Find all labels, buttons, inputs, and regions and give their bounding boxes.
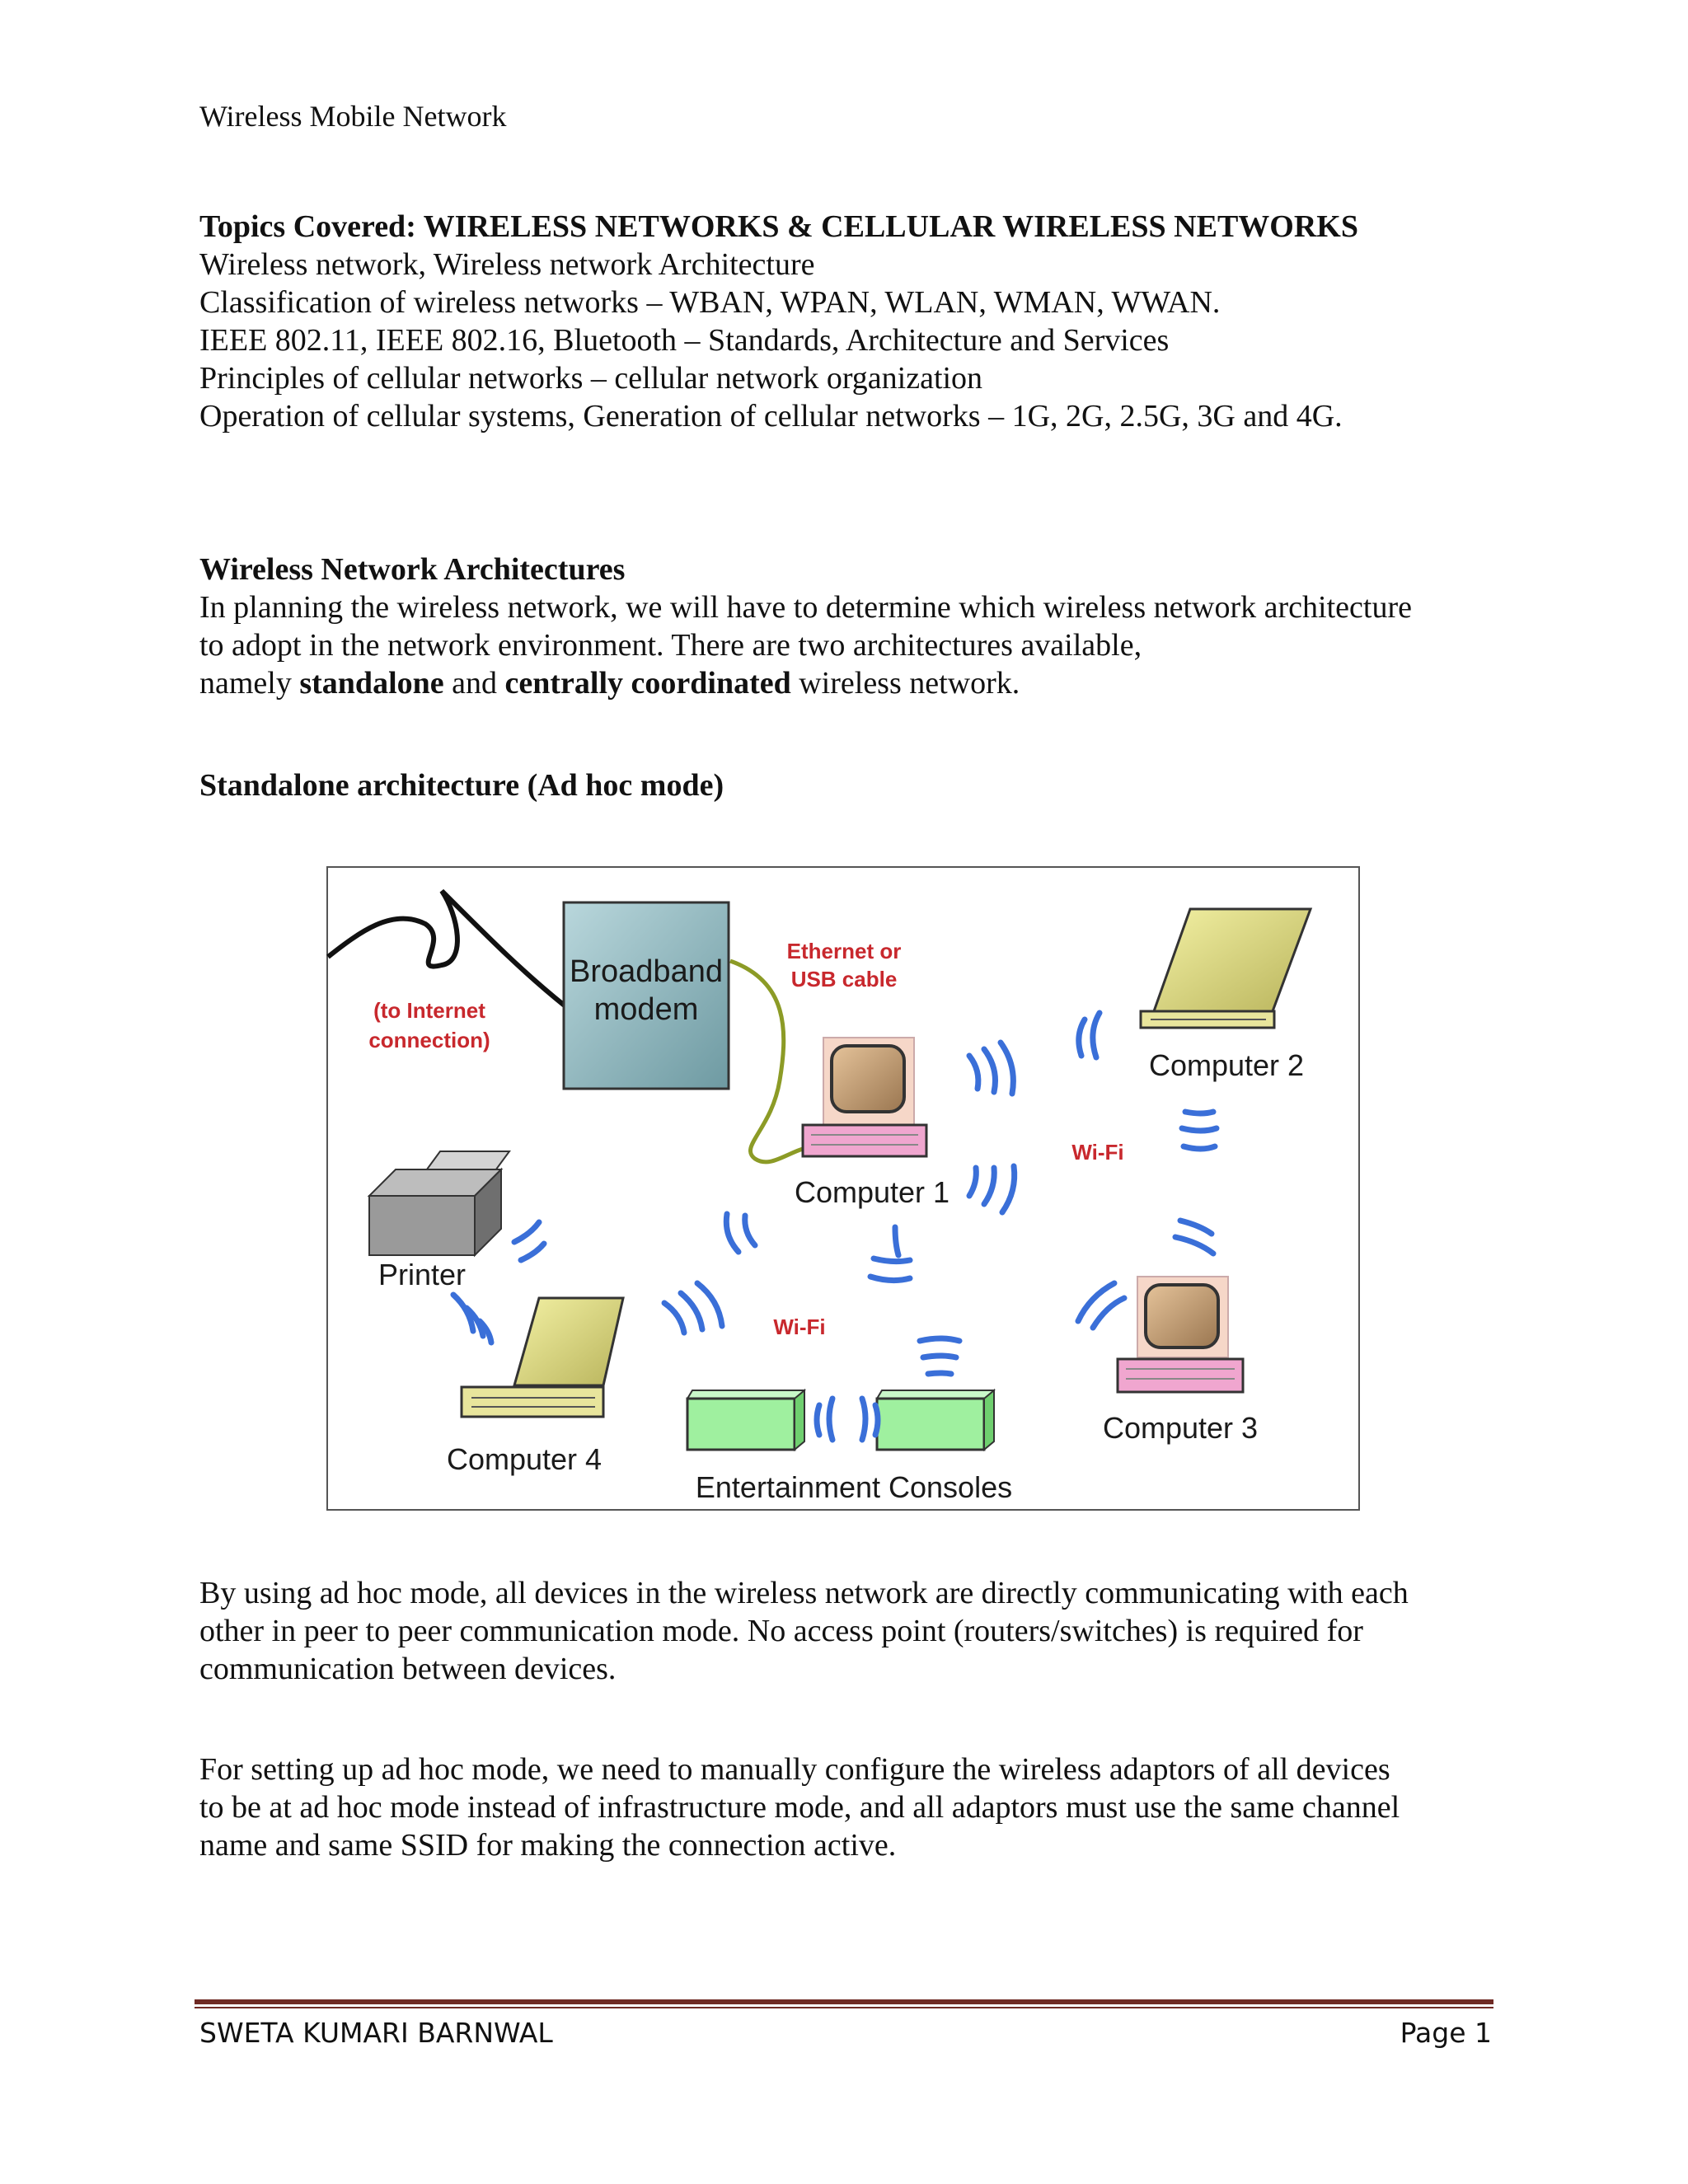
wifi-label-2: Wi-Fi — [773, 1315, 826, 1339]
paragraph-1-line-3: communication between devices. — [199, 1652, 617, 1686]
computer-2-label: Computer 2 — [1148, 1048, 1305, 1082]
architectures-heading: Wireless Network Architectures — [199, 552, 626, 587]
footer-rule — [195, 1999, 1493, 2004]
topics-heading: Topics Covered: WIRELESS NETWORKS & CELLULAR WIRELESS NETWORKS — [199, 209, 1358, 244]
footer-author: SWETA KUMARI BARNWAL — [199, 2017, 553, 2049]
computer-1-label: Computer 1 — [794, 1175, 950, 1209]
line3-mid: and — [443, 666, 505, 701]
adhoc-network-diagram — [326, 866, 1360, 1511]
architectures-line-3 — [199, 664, 1020, 702]
computer-3-label: Computer 3 — [1102, 1411, 1259, 1445]
paragraph-2-line-1: For setting up ad hoc mode, we need to manually configure the wireless adaptors of all devices — [199, 1752, 1390, 1787]
cable-label-1: Ethernet or — [786, 939, 902, 963]
paragraph-2-line-3: name and same SSID for making the connection active. — [199, 1828, 897, 1863]
modem-label-2: modem — [593, 992, 699, 1027]
line3-post: wireless network. — [790, 666, 1020, 701]
entertainment-console-right — [877, 1390, 994, 1450]
topics-line-2: Classification of wireless networks – WBAN, WPAN, WLAN, WMAN, WWAN. — [199, 285, 1221, 320]
line3-pre: namely — [199, 666, 300, 701]
standalone-term: standalone — [299, 666, 444, 701]
architectures-line-1: In planning the wireless network, we will have to determine which wireless network architecture — [199, 590, 1412, 625]
centrally-coordinated-term: centrally coordinated — [504, 666, 791, 701]
internet-label-2: connection) — [368, 1028, 490, 1052]
modem-label-1: Broadband — [570, 954, 723, 989]
topics-line-5: Operation of cellular systems, Generation of cellular networks – 1G, 2G, 2.5G, 3G and 4G. — [199, 399, 1343, 434]
topics-line-3: IEEE 802.11, IEEE 802.16, Bluetooth – Standards, Architecture and Services — [199, 323, 1170, 358]
topics-line-4: Principles of cellular networks – cellular network organization — [199, 361, 983, 396]
standalone-heading: Standalone architecture (Ad hoc mode) — [199, 768, 724, 803]
wifi-label-1: Wi-Fi — [1071, 1140, 1124, 1165]
paragraph-2-line-2: to be at ad hoc mode instead of infrastructure mode, and all adaptors must use the same channel — [199, 1790, 1400, 1825]
paragraph-1-line-1: By using ad hoc mode, all devices in the wireless network are directly communicating with each — [199, 1576, 1409, 1610]
paragraph-1-line-2: other in peer to peer communication mode. No access point (routers/switches) is required for — [199, 1614, 1363, 1648]
footer-page-number: Page 1 — [1400, 2017, 1492, 2049]
topics-line-1: Wireless network, Wireless network Architecture — [199, 247, 815, 282]
printer-label: Printer — [377, 1258, 467, 1291]
entertainment-console-left — [687, 1390, 804, 1450]
footer-rule-thin — [195, 2007, 1493, 2008]
consoles-label: Entertainment Consoles — [695, 1470, 1013, 1504]
computer-4-label: Computer 4 — [446, 1442, 603, 1476]
architectures-line-2: to adopt in the network environment. There are two architectures available, — [199, 628, 1142, 663]
cable-label-2: USB cable — [790, 967, 898, 991]
page-header: Wireless Mobile Network — [199, 100, 507, 133]
internet-label-1: (to Internet — [373, 998, 485, 1023]
